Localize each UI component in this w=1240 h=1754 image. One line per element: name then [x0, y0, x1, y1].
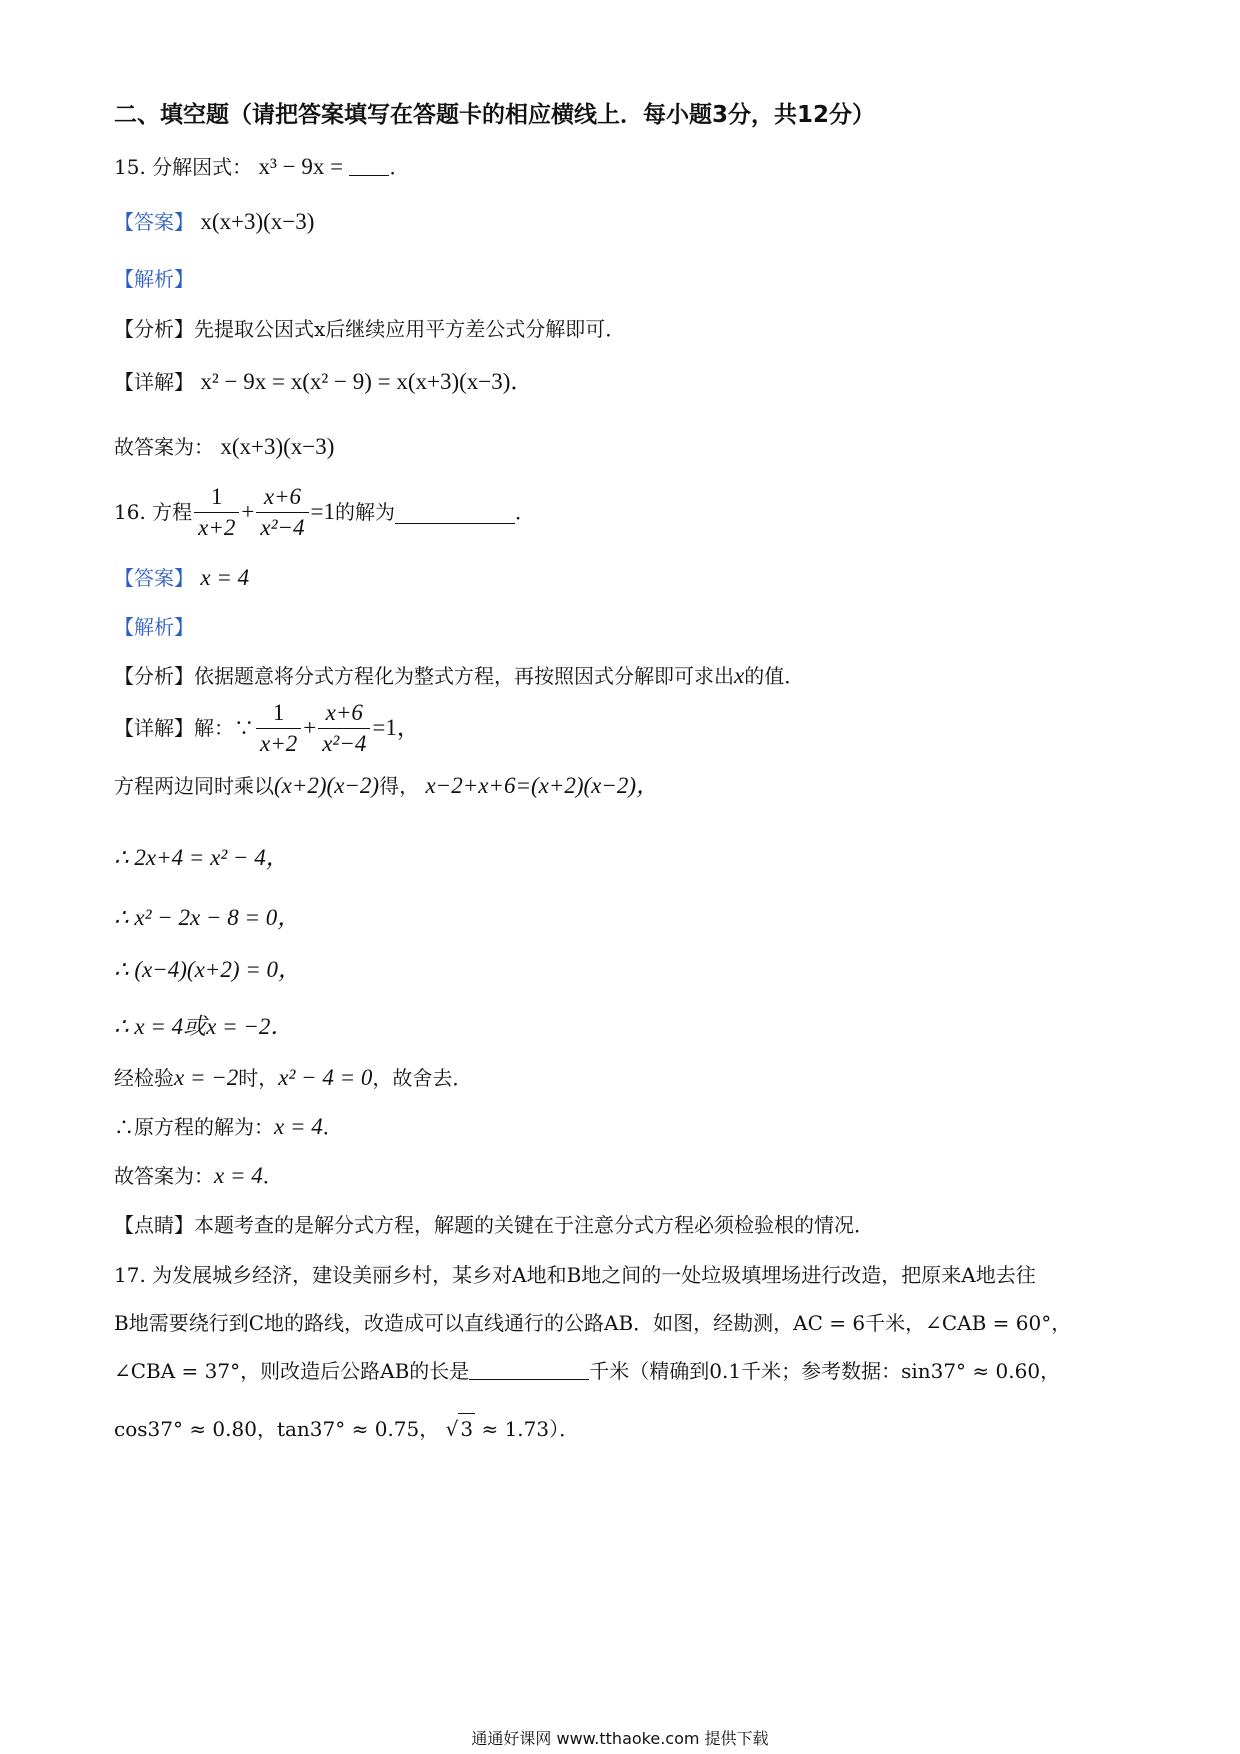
q16-step8: 故答案为：x = 4．	[114, 1163, 283, 1188]
q16-fraction-2	[256, 484, 308, 541]
q16-fenxi-pre: 依据题意将分式方程化为整式方程，再按照因式分解即可求出	[194, 664, 734, 688]
q16-step6-pre: 经检验	[114, 1066, 174, 1090]
q17-line2: B地需要绕行到C地的路线，改造成可以直线通行的公路AB．如图，经勘测，AC = 6千米，∠CAB = 60°，	[114, 1311, 1072, 1335]
q17-line4-a: cos37° ≈ 0.80，tan37° ≈ 0.75，	[114, 1417, 440, 1441]
q16-xj-frac2-den: x²−4	[318, 728, 370, 757]
q16-step1-pre: 方程两边同时乘以	[114, 774, 274, 798]
q17-line1: 17. 为发展城乡经济，建设美丽乡村，某乡对A地和B地之间的一处垃圾填埋场进行改造，把原来A地去往	[114, 1263, 1036, 1287]
fenxi-tag: 【分析】	[114, 317, 194, 341]
q16-answer: x = 4	[200, 565, 250, 590]
q15-blank	[349, 153, 389, 176]
q17-line4-b: ≈ 1.73）．	[481, 1417, 580, 1441]
question-16: 16. 方程 $\frac{1}{x+2}$ + $\frac{x+6}{\text{x²−4}}$ =1 的解为 ．	[114, 483, 535, 540]
q16-step6-expr: x² − 4 = 0	[278, 1065, 373, 1090]
q15-final-row	[114, 432, 334, 462]
q16-frac1-num: 1	[211, 483, 223, 509]
answer-tag: 【答案】	[114, 566, 194, 590]
q15-final-prefix: 故答案为：	[114, 435, 214, 459]
q16-step5: ∴ x = 4或x = −2．	[114, 1014, 294, 1039]
q15-analysis-tag	[114, 264, 194, 294]
q16-dianjing: 本题考查的是解分式方程，解题的关键在于注意分式方程必须检验根的情况．	[194, 1213, 874, 1237]
q15-xiangjie: x² − 9x = x(x² − 9) = x(x+3)(x−3)．	[200, 369, 534, 394]
q16-answer-row	[114, 563, 249, 593]
q16-analysis-tag	[114, 612, 194, 642]
q16-step1-factor: (x+2)(x−2)	[274, 773, 380, 798]
q16-xiangjie-pre: 解：∵	[194, 716, 254, 740]
q17-line3-pre: ∠CBA = 37°，则改造后公路AB的长是	[114, 1359, 470, 1383]
q16-step3: ∴ x² − 2x − 8 = 0，	[114, 905, 301, 930]
q16-xiangjie-fraction-1	[256, 700, 301, 757]
q16-step2: ∴ 2x+4 = x² − 4，	[114, 845, 289, 870]
q16-step6	[114, 1063, 472, 1093]
q17-sqrt-value: 3	[458, 1413, 475, 1444]
q15-expr: x³ − 9x =	[258, 154, 344, 179]
q16-plus: +	[241, 499, 255, 524]
q16-xj-frac1-num: 1	[272, 699, 285, 725]
sqrt-icon: √	[445, 1417, 459, 1441]
q16-xiangjie-row	[114, 700, 420, 756]
q16-frac1-den: x+2	[194, 512, 239, 541]
q15-answer-row	[114, 207, 314, 237]
q16-step8-val: x = 4	[214, 1163, 263, 1188]
q16-frac2-num: x+6	[263, 483, 302, 509]
q16-blank	[395, 501, 515, 524]
section-title: 二、填空题（请把答案填写在答题卡的相应横线上．每小题3分，共12分）	[114, 102, 876, 128]
q16-step1	[114, 771, 659, 801]
q16-step6-post: ，故舍去．	[372, 1066, 473, 1090]
analysis-tag: 【解析】	[114, 615, 194, 639]
fenxi-tag: 【分析】	[114, 664, 194, 688]
q16-eq: =1	[310, 499, 335, 524]
q16-fenxi-row	[114, 661, 804, 691]
q15-fenxi-row	[114, 314, 625, 344]
q17-line4	[114, 1413, 579, 1444]
q16-step8-pre: 故答案为：	[114, 1164, 214, 1188]
q15-answer: x(x+3)(x−3)	[200, 209, 315, 234]
q16-step6-mid: 时，	[238, 1066, 279, 1090]
q16-xj-plus: +	[303, 715, 317, 740]
q16-xj-frac1-den: x+2	[256, 728, 301, 757]
q16-xiangjie-fraction-2	[318, 700, 370, 757]
q17-line3	[114, 1356, 1060, 1386]
question-15: 15. 分解因式： x³ − 9x = ．	[114, 154, 410, 179]
q16-xj-frac2-num: x+6	[325, 699, 363, 725]
q16-fenxi-var: x	[734, 663, 745, 688]
q16-fraction-1	[194, 484, 239, 541]
xiangjie-tag: 【详解】	[114, 370, 194, 394]
q17-blank	[469, 1357, 589, 1380]
q16-step7-pre: ∴原方程的解为：	[114, 1115, 274, 1139]
q16-frac2-den: x²−4	[256, 512, 308, 541]
q16-prefix: 16. 方程	[114, 500, 193, 524]
q15-fenxi: 先提取公因式x后继续应用平方差公式分解即可．	[194, 317, 626, 341]
analysis-tag: 【解析】	[114, 267, 194, 291]
answer-tag: 【答案】	[114, 210, 194, 234]
q15-xiangjie-row	[114, 367, 533, 397]
q16-xj-eq: =1，	[372, 715, 420, 740]
q16-step7-val: x = 4	[274, 1114, 323, 1139]
q15-final: x(x+3)(x−3)	[220, 434, 335, 459]
q16-step4: ∴ (x−4)(x+2) = 0，	[114, 957, 301, 982]
dianjing-tag: 【点睛】	[114, 1213, 194, 1237]
q16-suffix: 的解为	[335, 500, 395, 524]
q16-step6-var: x = −2	[174, 1065, 239, 1090]
q16-step7: ∴原方程的解为：x = 4．	[114, 1114, 343, 1139]
q15-prefix: 15. 分解因式：	[114, 155, 253, 179]
page-footer: 通通好课网 www.tthaoke.com 提供下载	[471, 1729, 769, 1748]
q16-dianjing-row	[114, 1210, 874, 1240]
q16-step1-mid: 得，	[379, 774, 420, 798]
xiangjie-tag: 【详解】	[114, 716, 194, 740]
q17-line3-post: 千米（精确到0.1千米；参考数据：sin37° ≈ 0.60，	[589, 1359, 1061, 1383]
q16-step1-expr: x−2+x+6=(x+2)(x−2)，	[425, 773, 660, 798]
q16-fenxi-post: 的值．	[744, 664, 805, 688]
